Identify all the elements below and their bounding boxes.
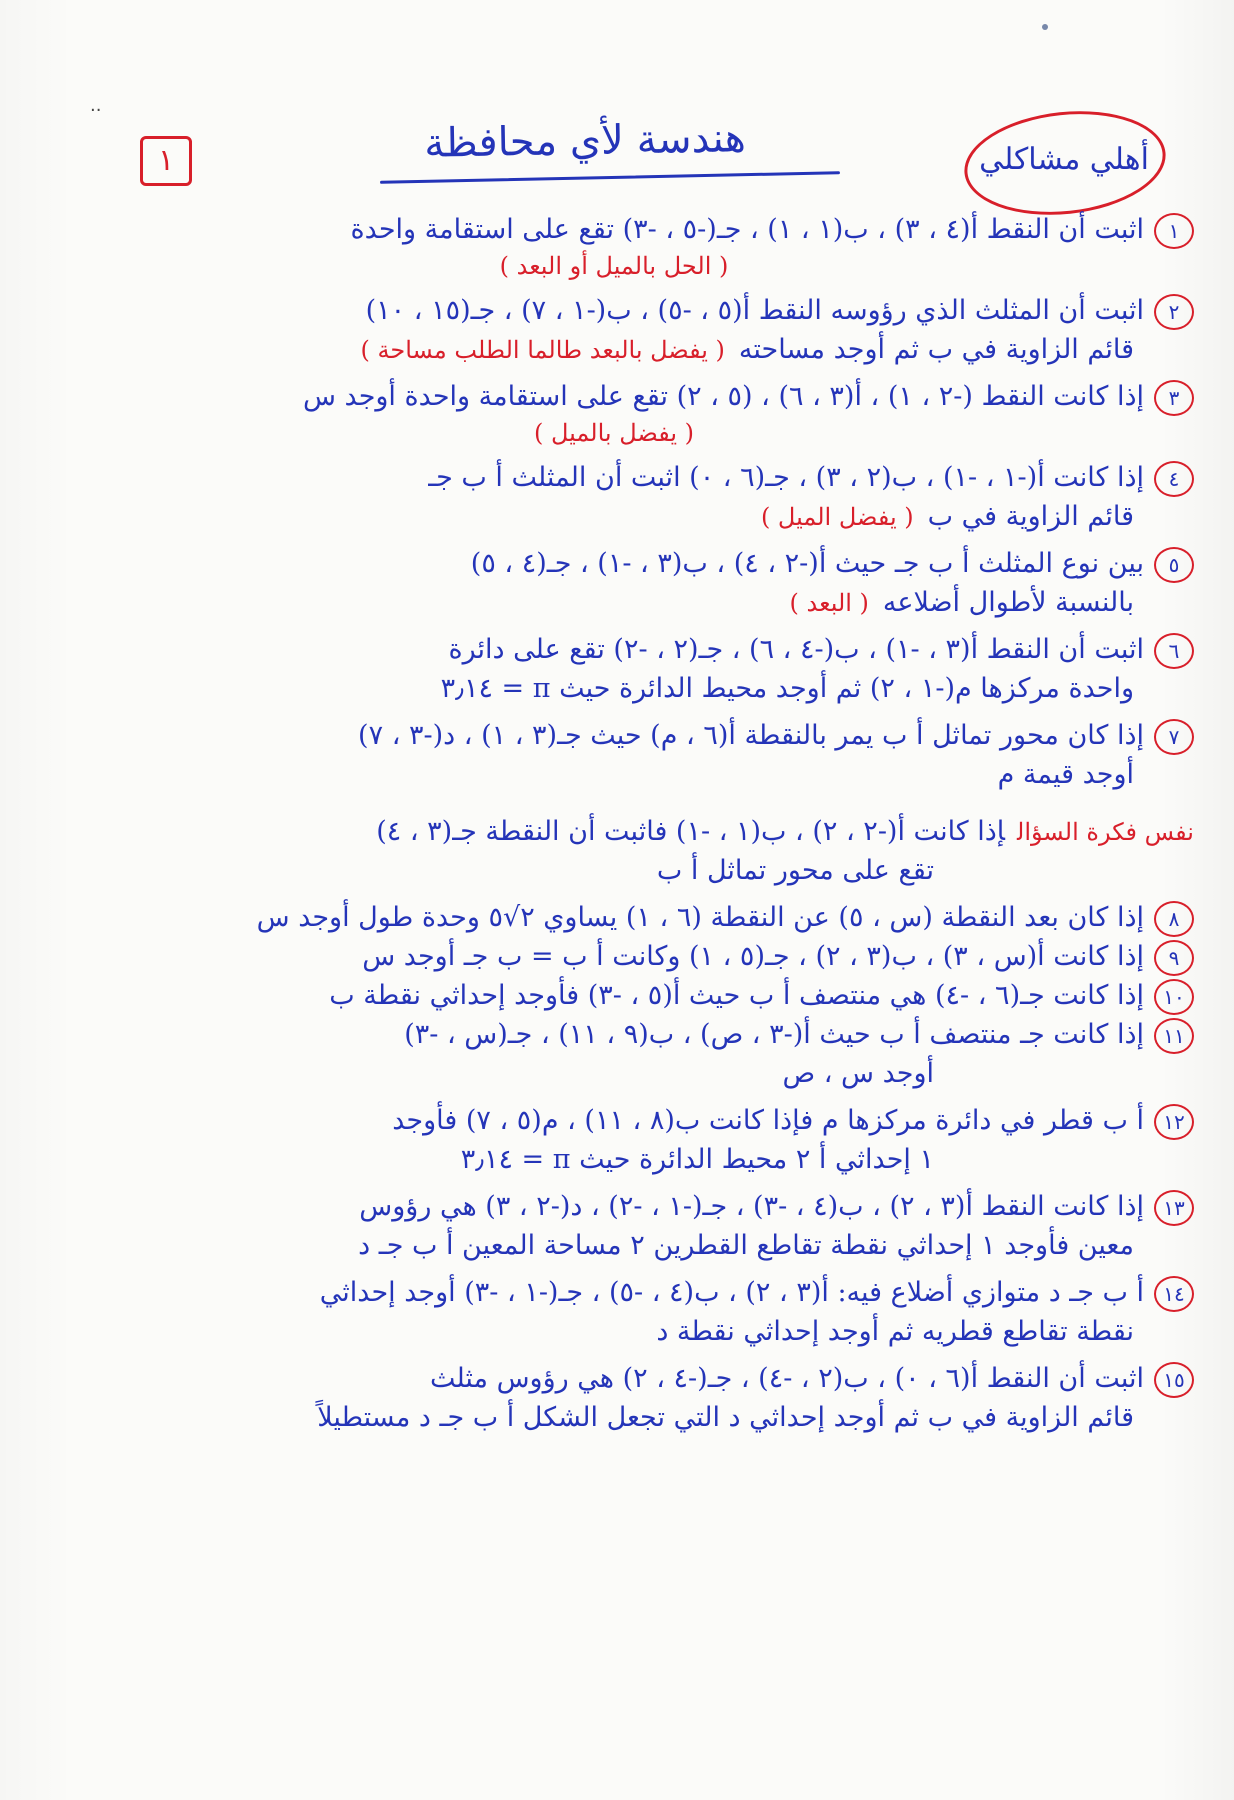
question-number-circle: ٣ bbox=[1154, 380, 1194, 416]
question-number-circle: ١٤ bbox=[1154, 1276, 1194, 1312]
question-line bbox=[34, 377, 1194, 416]
question-line bbox=[34, 1101, 1194, 1140]
question-number-circle: ١ bbox=[1154, 213, 1194, 249]
questions-list bbox=[34, 210, 1194, 1437]
question-text: اثبت أن النقط أ(٣ ، -١) ، ب(-٤ ، ٦) ، جـ(٢ ، -٢) تقع على دائرة bbox=[448, 634, 1144, 665]
question-text: اثبت أن المثلث الذي رؤوسه النقط أ(٥ ، -٥) ، ب(-١ ، ٧) ، جـ(١٥ ، ١٠) bbox=[365, 295, 1144, 326]
question-text: إذا كانت أ(-١ ، -١) ، ب(٢ ، ٣) ، جـ(٦ ، ٠) اثبت أن المثلث أ ب جـ bbox=[428, 462, 1144, 493]
question-number-circle: ١٠ bbox=[1154, 979, 1194, 1015]
question-line bbox=[34, 630, 1194, 669]
question-number-circle: ٧ bbox=[1154, 719, 1194, 755]
solution-hint: نفس فكرة السؤال bbox=[1017, 818, 1194, 846]
question-line bbox=[34, 1359, 1194, 1398]
line-gap bbox=[34, 450, 1194, 458]
line-gap bbox=[34, 1351, 1194, 1359]
question-line bbox=[34, 210, 1194, 249]
question-continuation-line bbox=[34, 1312, 1194, 1351]
question-text: إذا كان بعد النقطة (س ، ٥) عن النقطة (٦ ، ١) يساوي ٢√٥ وحدة طول أوجد س bbox=[256, 902, 1144, 933]
question-line bbox=[34, 1273, 1194, 1312]
question-number-circle: ٦ bbox=[1154, 633, 1194, 669]
question-text: اثبت أن النقط أ(٤ ، ٣) ، ب(١ ، ١) ، جـ(-٥ ، -٣) تقع على استقامة واحدة bbox=[350, 214, 1144, 245]
question-number-circle: ٤ bbox=[1154, 461, 1194, 497]
question-text: أوجد قيمة م bbox=[997, 759, 1134, 790]
question-number-circle: ١١ bbox=[1154, 1018, 1194, 1054]
solution-hint: ( البعد ) bbox=[789, 589, 869, 617]
question-text: قائم الزاوية في ب bbox=[927, 501, 1134, 532]
question-text: إذا كانت أ(-٢ ، ٢) ، ب(١ ، -١) فاثبت أن النقطة جـ(٣ ، ٤) bbox=[376, 816, 1005, 847]
author-badge bbox=[964, 112, 1164, 212]
question-text: قائم الزاوية في ب ثم أوجد مساحته bbox=[738, 334, 1134, 365]
question-text: إذا كانت جـ(٦ ، -٤) هي منتصف أ ب حيث أ(٥ ، -٣) فأوجد إحداثي نقطة ب bbox=[329, 980, 1144, 1011]
question-line bbox=[34, 291, 1194, 330]
line-gap bbox=[34, 794, 1194, 812]
question-number-circle: ٨ bbox=[1154, 901, 1194, 937]
question-continuation-line bbox=[34, 1140, 1194, 1179]
question-text: إذا كانت النقط (-٢ ، ١) ، أ(٣ ، ٦) ، (٥ ، ٢) تقع على استقامة واحدة أوجد س bbox=[302, 381, 1144, 412]
question-text: تقع على محور تماثل أ ب bbox=[656, 855, 934, 886]
question-continuation-line bbox=[34, 851, 1194, 890]
question-line bbox=[34, 544, 1194, 583]
solution-hint: ( يفضل بالبعد طالما الطلب مساحة ) bbox=[360, 336, 725, 364]
solution-hint: ( يفضل الميل ) bbox=[760, 503, 914, 531]
ink-dot bbox=[1042, 24, 1048, 30]
question-text: أ ب جـ د متوازي أضلاع فيه: أ(٣ ، ٢) ، ب(٤ ، -٥) ، جـ(-١ ، -٣) أوجد إحداثي bbox=[319, 1277, 1144, 1308]
question-continuation-line bbox=[34, 755, 1194, 794]
question-continuation-line bbox=[34, 497, 1194, 536]
title-underline bbox=[380, 171, 840, 184]
line-gap bbox=[34, 369, 1194, 377]
line-gap bbox=[34, 708, 1194, 716]
line-gap bbox=[34, 1265, 1194, 1273]
question-continuation-line bbox=[34, 812, 1194, 851]
question-text: إذا كان محور تماثل أ ب يمر بالنقطة أ(٦ ، م) حيث جـ(٣ ، ١) ، د(-٣ ، ٧) bbox=[358, 720, 1144, 751]
solution-hint: ( الحل بالميل أو البعد ) bbox=[499, 252, 729, 280]
line-gap bbox=[34, 283, 1194, 291]
question-line bbox=[34, 716, 1194, 755]
question-line bbox=[34, 898, 1194, 937]
page-header bbox=[0, 110, 1234, 220]
solution-hint: ( يفضل بالميل ) bbox=[533, 419, 695, 447]
question-text: إذا كانت جـ منتصف أ ب حيث أ(-٣ ، ص) ، ب(٩ ، ١١) ، جـ(س ، -٣) bbox=[404, 1019, 1144, 1050]
question-number-circle: ١٣ bbox=[1154, 1190, 1194, 1226]
question-number-circle: ٥ bbox=[1154, 547, 1194, 583]
question-number-circle: ١٥ bbox=[1154, 1362, 1194, 1398]
question-text: أوجد س ، ص bbox=[782, 1058, 934, 1089]
question-line bbox=[34, 1015, 1194, 1054]
question-continuation-line bbox=[34, 583, 1194, 622]
question-continuation-line bbox=[34, 416, 1194, 450]
page-title: هندسة لأي محافظة bbox=[423, 115, 747, 167]
question-number-circle: ١٢ bbox=[1154, 1104, 1194, 1140]
line-gap bbox=[34, 622, 1194, 630]
question-text: نقطة تقاطع قطريه ثم أوجد إحداثي نقطة د bbox=[656, 1316, 1134, 1347]
question-continuation-line bbox=[34, 1054, 1194, 1093]
question-continuation-line bbox=[34, 330, 1194, 369]
line-gap bbox=[34, 1093, 1194, 1101]
question-text: إذا كانت النقط أ(٣ ، ٢) ، ب(٤ ، -٣) ، جـ(-١ ، -٢) ، د(-٢ ، ٣) هي رؤوس bbox=[359, 1191, 1144, 1222]
question-number-circle: ٩ bbox=[1154, 940, 1194, 976]
question-continuation-line bbox=[34, 1226, 1194, 1265]
question-number-circle: ٢ bbox=[1154, 294, 1194, 330]
question-line bbox=[34, 937, 1194, 976]
question-line bbox=[34, 1187, 1194, 1226]
question-line bbox=[34, 458, 1194, 497]
question-continuation-line bbox=[34, 669, 1194, 708]
question-line bbox=[34, 976, 1194, 1015]
question-text: اثبت أن النقط أ(٦ ، ٠) ، ب(٢ ، -٤) ، جـ(-٤ ، ٢) هي رؤوس مثلث bbox=[429, 1363, 1144, 1394]
question-text: بين نوع المثلث أ ب جـ حيث أ(-٢ ، ٤) ، ب(٣ ، -١) ، جـ(٤ ، ٥) bbox=[470, 548, 1144, 579]
line-gap bbox=[34, 1179, 1194, 1187]
question-continuation-line bbox=[34, 249, 1194, 283]
question-text: قائم الزاوية في ب ثم أوجد إحداثي د التي تجعل الشكل أ ب جـ د مستطيلاً bbox=[317, 1402, 1134, 1433]
question-text: إذا كانت أ(س ، ٣) ، ب(٣ ، ٢) ، جـ(٥ ، ١) وكانت أ ب = ب جـ أوجد س bbox=[362, 941, 1144, 972]
line-gap bbox=[34, 536, 1194, 544]
badge-text: أهلي مشاكلي bbox=[979, 142, 1149, 177]
question-text: ١ إحداثي أ ٢ محيط الدائرة حيث π = ٣٫١٤ bbox=[460, 1144, 934, 1175]
question-text: واحدة مركزها م(-١ ، ٢) ثم أوجد محيط الدائرة حيث π = ٣٫١٤ bbox=[440, 673, 1134, 704]
question-text: معين فأوجد ١ إحداثي نقطة تقاطع القطرين ٢ مساحة المعين أ ب جـ د bbox=[358, 1230, 1134, 1261]
question-continuation-line bbox=[34, 1398, 1194, 1437]
line-gap bbox=[34, 890, 1194, 898]
question-text: أ ب قطر في دائرة مركزها م فإذا كانت ب(٨ ، ١١) ، م(٥ ، ٧) فأوجد bbox=[392, 1105, 1144, 1136]
ink-specks: ·· bbox=[90, 100, 102, 121]
page-number-box: ١ bbox=[140, 136, 192, 186]
question-text: بالنسبة لأطوال أضلاعه bbox=[882, 587, 1134, 618]
